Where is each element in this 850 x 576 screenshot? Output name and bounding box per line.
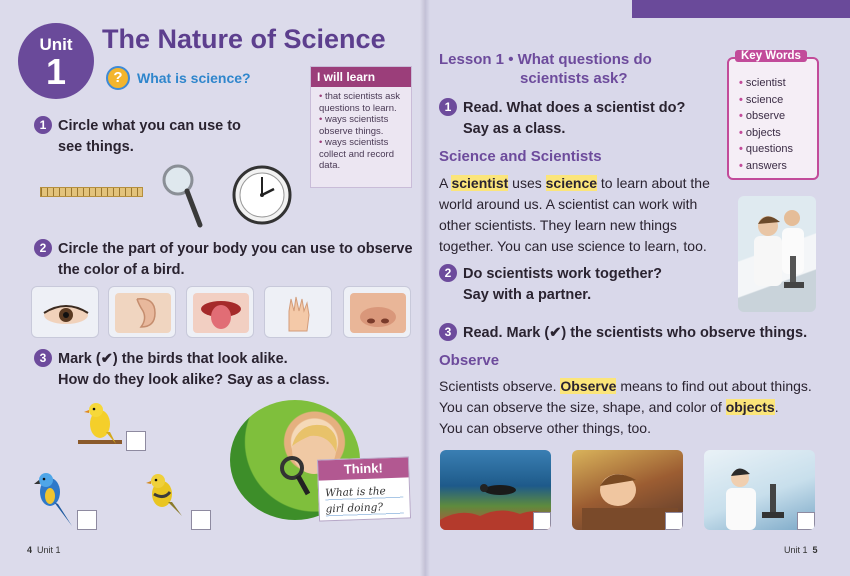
activity-2: [34, 239, 413, 281]
text-line: You can observe other things, too.: [439, 420, 651, 436]
parrot-image: [28, 470, 76, 528]
activity-3: [34, 349, 330, 391]
clock-image[interactable]: [232, 165, 292, 225]
i-will-learn-list: [311, 87, 411, 172]
keyword-science: science: [545, 175, 598, 191]
eye-image[interactable]: [31, 286, 99, 338]
learn-item: • ways scientists collect and record data.: [319, 137, 405, 172]
text-line: together. You can use science to learn, too.: [439, 238, 707, 254]
text-fragment: .: [774, 399, 779, 415]
lesson-title: [439, 50, 652, 88]
lesson-title-line1: Lesson 1 • What questions do: [439, 51, 652, 68]
text-fragment: uses: [512, 175, 542, 191]
text-fragment: to learn about the: [600, 175, 710, 191]
key-word-item: • questions: [739, 141, 793, 158]
tongue-image[interactable]: [186, 286, 254, 338]
keyword-observe: Observe: [560, 378, 617, 394]
right-footer: [784, 545, 818, 555]
sleeping-boy-checkbox[interactable]: [665, 512, 683, 530]
activity-1-number: 1: [34, 116, 52, 134]
unit-badge-number: 1: [45, 51, 67, 92]
left-footer-label: Unit 1: [37, 545, 61, 555]
bird-2-checkbox[interactable]: [77, 510, 97, 530]
diver-checkbox[interactable]: [533, 512, 551, 530]
section-science-text: [439, 173, 729, 257]
text-line: world around us. A scientist can work with: [439, 196, 698, 212]
diver-photo: [440, 450, 551, 530]
big-question: What is science?: [137, 70, 251, 86]
section-observe-heading: Observe: [439, 352, 500, 369]
key-word-item: • objects: [739, 125, 793, 142]
step-2-line1: Do scientists work together?: [463, 266, 663, 282]
ear-image[interactable]: [108, 286, 176, 338]
activity-1-line1: Circle what you can use to: [58, 118, 241, 134]
text-fragment: Scientists observe.: [439, 378, 557, 394]
lesson-title-line2: scientists ask?: [520, 70, 628, 87]
step-3-number: 3: [439, 323, 457, 341]
activity-1-line2: see things.: [58, 139, 134, 155]
finch-image: [140, 470, 188, 520]
section-observe-text: [439, 376, 839, 439]
unit-badge-word: Unit: [39, 35, 73, 54]
think-question: What is the girl doing?: [325, 483, 404, 518]
activity-3-line1: Mark (✔) the birds that look alike.: [58, 351, 288, 367]
think-title: Think!: [318, 457, 409, 480]
key-word-item: • observe: [739, 108, 793, 125]
keyword-scientist: scientist: [451, 175, 509, 191]
scientists-microscope-photo: [738, 196, 816, 312]
step-3-line1: Read. Mark (✔) the scientists who observe things.: [463, 325, 808, 341]
learn-item: • that scientists ask questions to learn.: [319, 91, 405, 114]
text-fragment: means to find out about things.: [620, 378, 812, 394]
right-footer-label: Unit 1: [784, 545, 808, 555]
step-1-line2: Say as a class.: [463, 121, 566, 137]
lab-scientist-checkbox[interactable]: [797, 512, 815, 530]
i-will-learn-heading: I will learn: [311, 67, 411, 87]
lab-scientist-photo: [704, 450, 815, 530]
nose-image[interactable]: [343, 286, 411, 338]
text-line: other scientists. They learn new things: [439, 217, 677, 233]
activity-2-line1: Circle the part of your body you can use to observe: [58, 241, 413, 257]
unit-badge: [18, 23, 94, 99]
left-footer: [27, 545, 61, 555]
key-word-item: • answers: [739, 158, 793, 175]
text-fragment: A: [439, 175, 448, 191]
step-3: [439, 323, 807, 344]
text-fragment: You can observe the size, shape, and color of: [439, 399, 722, 415]
key-words-list: [739, 75, 793, 174]
activity-2-number: 2: [34, 239, 52, 257]
key-words-box: [727, 50, 819, 180]
step-1-line1: Read. What does a scientist do?: [463, 100, 686, 116]
left-page-number: 4: [27, 545, 33, 555]
step-2: [439, 264, 662, 306]
key-word-item: • scientist: [739, 75, 793, 92]
activity-2-line2: the color of a bird.: [58, 262, 185, 278]
sleeping-boy-photo: [572, 450, 683, 530]
step-2-number: 2: [439, 264, 457, 282]
activity-1: [34, 116, 241, 158]
key-word-item: • science: [739, 92, 793, 109]
section-science-heading: Science and Scientists: [439, 148, 602, 165]
right-page-number: 5: [812, 545, 818, 555]
keyword-objects: objects: [725, 399, 775, 415]
i-will-learn-box: [310, 66, 412, 188]
unit-title: The Nature of Science: [102, 24, 386, 54]
magnifying-glass-image[interactable]: [160, 163, 204, 229]
top-color-bar: [632, 0, 850, 18]
bird-1-checkbox[interactable]: [126, 431, 146, 451]
activity-3-number: 3: [34, 349, 52, 367]
ruler-image[interactable]: [40, 187, 143, 197]
yellow-bird-image: [76, 398, 124, 448]
step-2-line2: Say with a partner.: [463, 287, 592, 303]
step-1: [439, 98, 685, 140]
step-1-number: 1: [439, 98, 457, 116]
key-words-title: Key Words: [735, 50, 807, 62]
think-box: [317, 456, 411, 521]
activity-3-line2: How do they look alike? Say as a class.: [58, 372, 330, 388]
question-icon: ?: [106, 66, 130, 90]
book-gutter: [420, 0, 430, 576]
bird-3-checkbox[interactable]: [191, 510, 211, 530]
hand-image[interactable]: [264, 286, 332, 338]
learn-item: • ways scientists observe things.: [319, 114, 405, 137]
